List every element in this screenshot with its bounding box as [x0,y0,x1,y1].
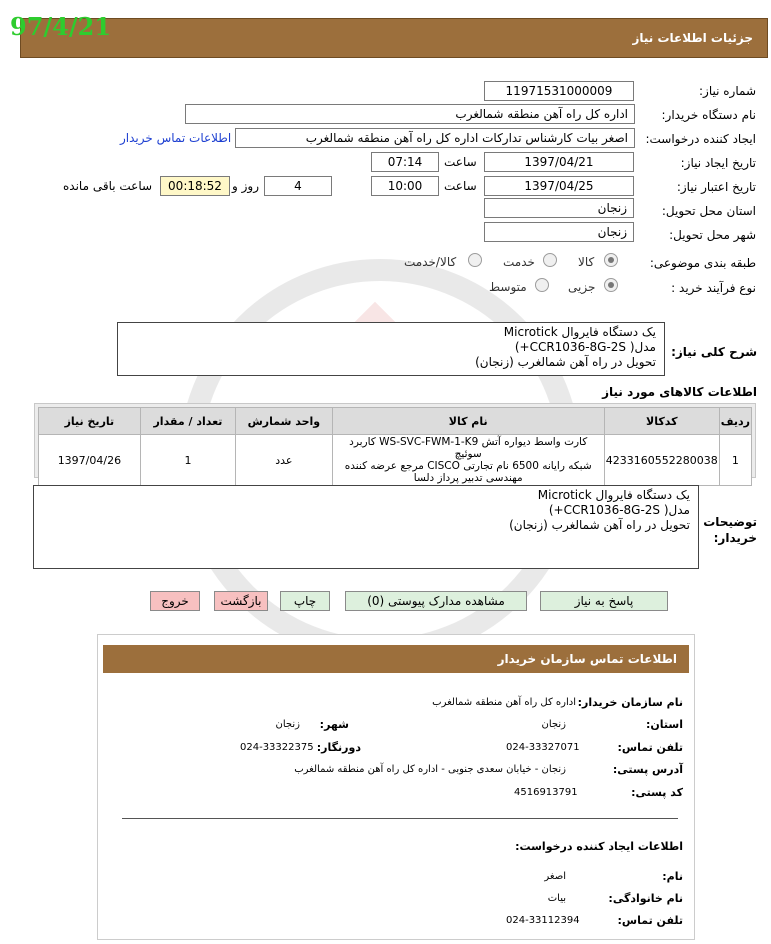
process-radio-minor[interactable] [604,278,618,292]
summary-line: تحویل در راه آهن شمالغرب (زنجان) [475,355,656,369]
need-number-field: 11971531000009 [484,81,634,101]
items-table-wrapper [34,403,756,484]
created-time-label: ساعت [444,155,477,169]
contact-org-label: نام سازمان خریدار: [577,696,683,709]
category-option-goods-service: کالا/خدمت [404,255,457,269]
city-field: زنجان [484,222,634,242]
process-radio-medium[interactable] [535,278,549,292]
cell-unit: عدد [236,435,332,486]
category-radio-goods-service[interactable] [468,253,482,267]
contact-postal-value: 4516913791 [514,787,578,798]
buyer-notes-label-2: خریدار: [713,531,757,545]
cell-code: 4233160552280038 [604,435,719,486]
cell-name-line: شبکه رایانه 6500 نام تجارتی CISCO مرجع عرضه کننده [344,460,592,472]
created-time-field: 07:14 [371,152,439,172]
remaining-time-field: 00:18:52 [160,176,230,196]
items-title: اطلاعات کالاهای مورد نیاز [602,385,757,399]
category-label: طبقه بندی موضوعی: [649,256,756,270]
creator-title: اطلاعات ایجاد کننده درخواست: [515,840,683,853]
table-row [39,435,752,486]
col-qty: تعداد / مقدار [140,408,235,435]
contact-address-label: آدرس پستی: [612,763,683,776]
creator-phone-value: 024-33112394 [506,915,580,926]
buyer-org-field: اداره کل راه آهن منطقه شمالغرب [185,104,635,124]
buyer-notes-line: تحویل در راه آهن شمالغرب (زنجان) [509,518,690,532]
contact-postal-label: کد پستی: [631,786,683,799]
validity-time-field: 10:00 [371,176,439,196]
col-row: ردیف [719,408,751,435]
buyer-notes-line: یک دستگاه فایروال Microtick [537,488,690,502]
contact-city-label: شهر: [319,718,349,731]
cell-name [332,435,604,486]
contact-header [103,645,689,673]
process-option-minor: جزیی [568,280,596,294]
buyer-notes-label-1: توضیحات [703,515,757,529]
summary-textarea[interactable] [117,322,665,376]
province-field: زنجان [484,198,634,218]
page-title: جزئیات اطلاعات نیاز [632,31,753,45]
print-button[interactable]: چاپ [280,591,330,611]
contact-title: اطلاعات تماس سازمان خریدار [497,652,677,666]
creator-first-label: نام: [662,870,683,883]
contact-phone-value: 024-33327071 [506,742,580,753]
contact-divider [122,818,678,819]
validity-time-label: ساعت [444,179,477,193]
summary-line: مدل( CCR1036-8G-2S+) [514,340,656,354]
contact-phone-label: تلفن تماس: [617,741,683,754]
contact-fax-label: دورنگار: [316,741,361,754]
creator-first-value: اصغر [544,871,566,882]
validity-date-field: 1397/04/25 [484,176,634,196]
process-option-medium: متوسط [489,280,527,294]
creator-phone-label: تلفن تماس: [617,914,683,927]
category-option-goods: کالا [578,255,595,269]
page-header [20,18,768,58]
contact-fax-value: 024-33322375 [240,742,314,753]
exit-button[interactable]: خروج [150,591,200,611]
date-stamp: 97/4/21 [10,12,112,41]
contact-city-value: زنجان [275,719,300,730]
cell-row: 1 [719,435,751,486]
remaining-time-label: ساعت باقی مانده [63,179,153,193]
creator-last-label: نام خانوادگی: [608,892,683,905]
summary-label: شرح کلی نیاز: [671,345,757,359]
contact-province-label: استان: [646,718,683,731]
category-radio-service[interactable] [543,253,557,267]
creator-last-value: بیات [547,893,566,904]
contact-province-value: زنجان [541,719,566,730]
cell-name-line: کارت واسط دیواره آتش WS-SVC-FWM-1-K9 کاربرد سوئیچ [349,436,588,460]
created-date-field: 1397/04/21 [484,152,634,172]
col-code: کدکالا [604,408,719,435]
days-field: 4 [264,176,332,196]
buyer-contact-link[interactable]: اطلاعات تماس خریدار [120,131,232,145]
reply-button[interactable]: پاسخ به نیاز [540,591,668,611]
back-button[interactable]: بازگشت [214,591,268,611]
col-unit: واحد شمارش [236,408,332,435]
contact-address-value: زنجان - خیابان سعدی جنوبی - اداره کل راه آهن منطقه شمالغرب [294,764,566,775]
need-number-label: شماره نیاز: [699,84,756,98]
requester-label: ایجاد کننده درخواست: [645,132,756,146]
buyer-notes-line: مدل( CCR1036-8G-2S+) [548,503,690,517]
requester-field: اصغر بیات کارشناس تدارکات اداره کل راه آهن منطقه شمالغرب [235,128,635,148]
items-table [38,407,752,486]
contact-card [97,634,695,940]
validity-date-label: تاریخ اعتبار نیاز: [676,180,756,194]
city-label: شهر محل تحویل: [669,228,756,242]
days-label: روز و [232,179,259,193]
col-date: تاریخ نیاز [39,408,141,435]
buyer-org-label: نام دستگاه خریدار: [661,108,756,122]
buyer-notes-textarea[interactable] [33,485,699,569]
created-date-label: تاریخ ایجاد نیاز: [680,156,756,170]
attachments-button[interactable]: مشاهده مدارک پیوستی (0) [345,591,527,611]
summary-line: یک دستگاه فایروال Microtick [503,325,656,339]
cell-qty: 1 [140,435,235,486]
province-label: استان محل تحویل: [661,204,756,218]
cell-date: 1397/04/26 [39,435,141,486]
process-label: نوع فرآیند خرید : [671,281,756,295]
cell-name-line: مهندسی تدبیر پرداز دلسا [413,472,523,484]
col-name: نام کالا [332,408,604,435]
contact-org-value: اداره کل راه آهن منطقه شمالغرب [432,697,576,708]
category-radio-goods[interactable] [604,253,618,267]
category-option-service: خدمت [503,255,535,269]
